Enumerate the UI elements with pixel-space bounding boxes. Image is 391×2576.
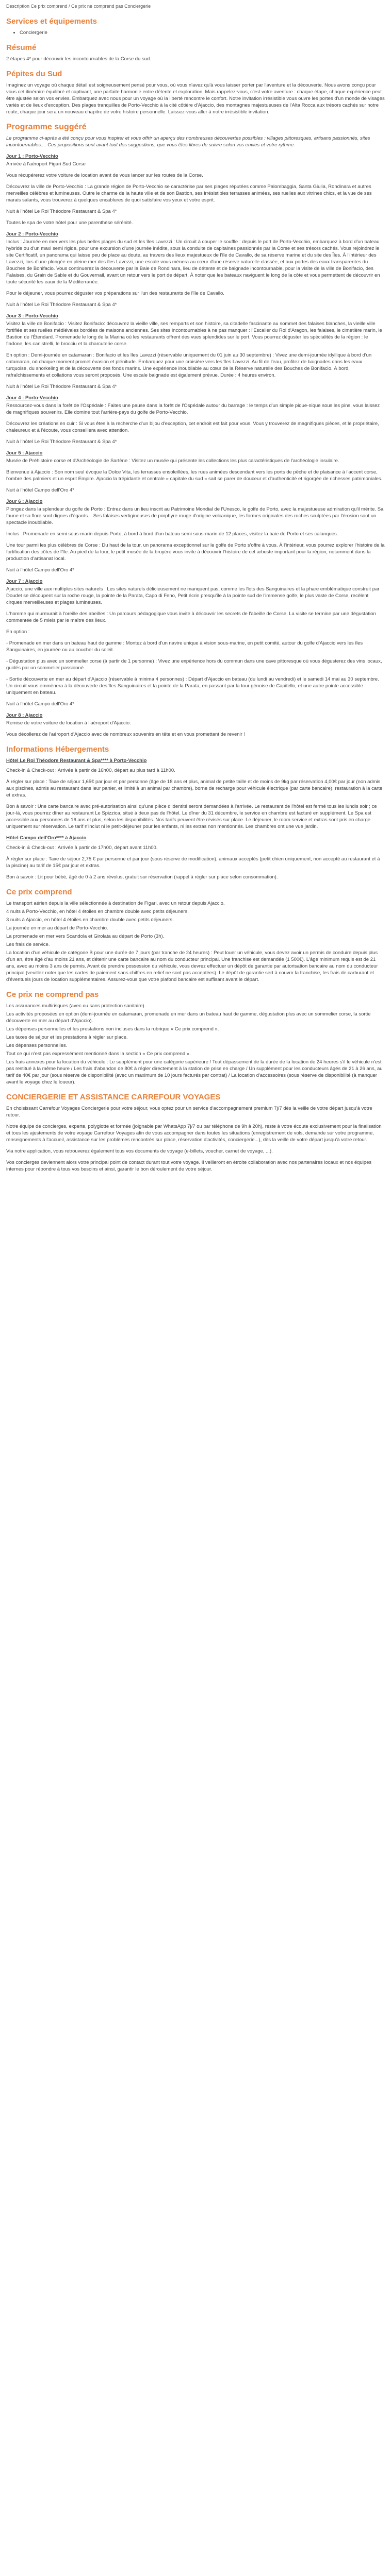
day-paragraph: Nuit à l'hôtel Le Roi Théodore Restaurant & Spa 4* (6, 384, 117, 389)
day-paragraph: Ressourcez-vous dans la forêt de l'Ospédale : Faites une pause dans la forêt de l'Ospédale autour du barrage : le temps d'un simple pique-nique sous les pins, vous laissez de magnifiques souvenirs. Elle domine tout l'arrière-pays du golfe de Porto-Vecchio. (6, 403, 380, 415)
day-paragraph: Nuit à l'hôtel Campo dell'Oro 4* (6, 487, 74, 493)
hotel-info-line: Bon à savoir : Une carte bancaire avec pré-autorisation ainsi qu'une pièce d'identité seront demandées à l'arrivée. Le restaurant de l'hôtel est fermé tous les lundis soir ; ce jour-là, vous pourrez dîner au restaurant Le Spizzica, situé à deux pas de l'hôtel. Le dîner du 31 décembre, le service en chambre est facturé en supplément. Le Spa est accessible aux personnes de 16 ans et plus, selon les disponibilités. Nos tarifs peuvent être révisés sur place. Le déjeuner, le room service et extras sont pris en charge uniquement sur réservation. Le tarif n'inclut ni le petit-déjeuner pour les enfants, ni les extras non mentionnés. Les chambres ont une vue jardin. (6, 804, 377, 829)
day-paragraph: Plongez dans la splendeur du golfe de Porto : Entrez dans un lieu inscrit au Patrimoine Mondial de l'Unesco, le golfe de Porto, avec la majestueuse admiration qu'il mérite. Sa faune et sa flore sont dignes d'égards... Ses falaises vertigineuses de porphyre rouge d'origine volcanique, les formes originales des roches sculptées par l'érosion sont un spectacle inoubliable. (6, 506, 384, 526)
comprend-item: La promenade en mer vers Scandola et Girolata au départ de Porto (3h). (6, 934, 165, 939)
page (0, 0, 391, 1173)
day-heading: Jour 6 : Ajaccio (6, 499, 43, 504)
ne-comprend-list (6, 1003, 385, 1086)
comprend-item: 4 nuits à Porto-Vecchio, en hôtel 4 étoiles en chambre double avec petits déjeuners. (6, 909, 189, 914)
resume-text: 2 étapes 4* pour découvrir les incontournables de la Corse du sud. (6, 56, 151, 62)
description-tabs-line: Description Ce prix comprend / Ce prix ne comprend pas Conciergerie (6, 4, 151, 9)
day-heading: Jour 2 : Porto-Vecchio (6, 231, 58, 237)
conciergerie-paragraph: En choisissant Carrefour Voyages Conciergerie pour votre séjour, vous optez pour un service d'accompagnement premium 7j/7 dès la veille de votre départ jusqu'à votre retour. (6, 1106, 372, 1118)
comprend-item: La location d'un véhicule de catégorie B pour une durée de 7 jours (par tranche de 24 heures) : Peut louer un véhicule, vous devez avoir un permis de conduire depuis plus d'un an, être âgé d'au moins 21 ans, et détenir une carte bancaire au nom du conducteur principal. Une franchise est demandée (1 500€). L'âge minimum requis est de 21 ans, avec au moins 3 ans de permis. Avant de prendre possession du véhicule, vous devrez effectuer un dépôt de garantie par autorisation bancaire au nom du conducteur principal (veuillez noter que les cartes de paiement sans chiffres en relief ne sont pas acceptées). Le dépôt de garantie sert à couvrir la franchise, les frais de carburant et d'éventuels jours de location supplémentaires. Assurez-vous que votre plafond bancaire est suffisant avant le départ. (6, 950, 378, 982)
comprend-item: La journée en mer au départ de Porto-Vecchio. (6, 925, 108, 931)
day-paragraph: Inclus : Journée en mer vers les plus belles plages du sud et les îles Lavezzi : Un circuit à couper le souffle : depuis le port de Porto-Vecchio, embarquez à bord d'un bateau hybride ou d'un maxi semi rigide, pour une excursion d'une journée inédite, sous la conduite de capitaines passionnés par la Corse et ses trésors cachés. Vous rejoindrez le site Certificatif, un panorama qui laisse peu de place au doute, au travers des lieux majestueux de l'île de Cavallo, de sa réserve marine et du site des Îles. À l'intérieur des Lavezzi, lors d'une plongée en pleine mer des îles Lavezzi, une escale vous mènera au cœur d'une réserve naturelle classée, et aux portes des eaux transparentes du Bouches de Bonifacio. Vous continuerez la découverte par la Baie de Rondinara, lieu de détente et de baignade incontournable, pour la visite de la ville de Bonifacio, des Falaises, du Grain de Sable et du Gouvernail, avant un retour vers le port de départ. À noter que les bateaux naviguent le long de la côte et vous permettent de découvrir en toute sécurité les eaux de la Méditerranée. (6, 239, 380, 285)
day-paragraph: Remise de votre voiture de location à l'aéroport d'Ajaccio. (6, 720, 131, 726)
conciergerie-paragraph: Vos concierges deviennent alors votre principal point de contact durant tout votre voyage. Il veilleront en étroite collaboration avec nos partenaires locaux et nos équipes internes pour répondre à tous vos besoins et ainsi, garantir le bon déroulement de votre séjour. (6, 1160, 372, 1172)
day-heading: Jour 8 : Ajaccio (6, 713, 43, 718)
itinerary-day (6, 712, 385, 738)
itinerary-day (6, 153, 385, 226)
day-paragraph: Nuit à l'hôtel Campo dell'Oro 4* (6, 701, 74, 707)
comprend-item: Les frais de service. (6, 942, 50, 947)
hotel-info-line: À régler sur place : Taxe de séjour 1,65€ par jour et par personne (âge de 18 ans et plus, animal de petite taille et de moins de 9kg par réservation 4,00€ par jour (non admis aux piscines, admis au restaurant dans leur panier, et limité à un animal par chambre), borne de recharge pour véhicule électrique (par carte bancaire), restauration à la carte et extras. (6, 779, 383, 798)
services-item: • Conciergerie (20, 29, 385, 36)
ne-comprend-item: Tout ce qui n'est pas expressément mentionné dans la section « Ce prix comprend ». (6, 1051, 191, 1057)
day-paragraph: Pour le déjeuner, vous pourrez déguster vos préparations sur l'un des restaurants de l'île de Cavallo. (6, 291, 224, 296)
day-paragraph: - Promenade en mer dans un bateau haut de gamme : Montez à bord d'un navire unique à vision sous-marine, en petit comité, autour du golfe d'Ajaccio vers les îles Sanguinaires, en journée ou au coucher du soleil. (6, 640, 363, 653)
day-paragraph: Visitez la ville de Bonifacio : Visitez Bonifacio: découvrez la vieille ville, ses remparts et son histoire, sa citadelle fascinante au sommet des falaises blanches, la vieille ville fortifiée et ses ruelles médiévales bordées de maisons anciennes. Ses sites incontournables à ne pas manquer : l'Escalier du Roi d'Aragon, les falaises, le cimetière marin, le Bastion de l'Étendard. Promenade le long de la Marina où les restaurants offrent des vues splendides sur le port. Vous pourrez déguster les spécialités de la région : le fiadone, les canistrelli, le brocciu et la charcuterie corse. (6, 321, 382, 347)
hebergement-title: Informations Hébergements (6, 745, 109, 754)
hotel-info-line: Bon à savoir : Lit pour bébé, âgé de 0 à 2 ans révolus, gratuit sur réservation (rappel à régler sur place selon consommation). (6, 874, 278, 880)
day-paragraph: - Dégustation plus avec un sommelier corse (à partir de 1 personne) : Vivez une expérience hors du commun dans une cave pittoresque où vous dégusterez des vins locaux, guidés par un sommelier passionné. (6, 658, 382, 671)
comprend-item: 3 nuits à Ajaccio, en hôtel 4 étoiles en chambre double avec petits déjeuners. (6, 917, 174, 923)
day-paragraph: Découvrez la ville de Porto-Vecchio : La grande région de Porto-Vecchio se caractérise par ses plages réputées comme Palombaggia, Santa Giulia, Rondinara et autres merveilles célèbres et lumineuses. Outre le charme de la haute ville et de son Bastion, ses irrésistibles terrasses animées, ses ruelles aux vitrines chics, et la vue de ses marais salants, vous trouverez à quelques encablures de quoi satisfaire vos yeux et votre esprit. (6, 184, 372, 203)
day-paragraph: Nuit à l'hôtel Le Roi Théodore Restaurant & Spa 4* (6, 209, 117, 214)
day-paragraph: Nuit à l'hôtel Le Roi Théodore Restaurant & Spa 4* (6, 302, 117, 308)
hotel-info-line: À régler sur place : Taxe de séjour 2,75 € par personne et par jour (sous réserve de modification), animaux acceptés (petit chien uniquement, non accepté au restaurant et à la piscine) au tarif de 15€ par jour et extras. (6, 856, 380, 869)
day-paragraph: - Sortie découverte en mer au départ d'Ajaccio (réservable à minima 4 personnes) : Départ d'Ajaccio en bateau (du lundi au vendredi) et le samedi 14 mai au 30 septembre. Un circuit vous emmènera à la découverte des îles Sanguinaires et la pointe de la Parata, en passant par la tour génoise de Capitello, et une autre pointe accessible uniquement en bateau. (6, 676, 379, 696)
comprend-item: Le transport aérien depuis la ville sélectionnée à destination de Figari, avec un retour depuis Ajaccio. (6, 901, 225, 906)
itinerary-day (6, 578, 385, 707)
day-paragraph: Arrivée à l'aéroport Figari Sud Corse (6, 161, 86, 167)
hotels-list (6, 757, 385, 880)
ne-comprend-item: Les assurances multirisques (avec ou sans protection sanitaire). (6, 1003, 146, 1009)
itinerary-day (6, 313, 385, 390)
conciergerie-paragraph: Via notre application, vous retrouverez également tous vos documents de voyage (e-billets, voucher, carnet de voyage, ...). (6, 1148, 273, 1154)
day-paragraph: Inclus : Promenade en semi sous-marin depuis Porto, à bord à bord d'un bateau semi sous-marin de 12 places, visitez la baie de Porto et ses calanques. (6, 531, 338, 537)
day-heading: Jour 1 : Porto-Vecchio (6, 154, 58, 159)
hotel-name: Hôtel Le Roi Théodore Restaurant & Spa**** à Porto-Vecchio (6, 758, 147, 764)
pepites-text: Imaginez un voyage où chaque détail est soigneusement pensé pour vous, où vous n'avez qu'à vous laisser porter par l'aventure et la découverte. Nous avons conçu pour vous cet itinéraire équilibré et captivant, une parfaite harmonie entre détente et exploration. Mais rappelez-vous, c'est votre aventure : chaque étape, chaque expérience peut être ajustée selon vos envies. Embarquez avec nous pour un voyage où la liberté rencontre le confort. Notre invitation irrésistible vous ouvre les portes d'un monde de visages variés et de lieux d'exception. Des plages tranquilles de Porto-Vecchio à la cité côtière d'Ajaccio, des montagnes majestueuses de l'Alta Rocca aux trésors cachés sur notre route, chaque jour sera un nouveau chapitre de votre histoire personnelle. Laissez-vous aller à notre irrésistible invitation. (6, 82, 385, 115)
day-heading: Jour 4 : Porto-Vecchio (6, 395, 58, 401)
services-list (6, 29, 385, 36)
ne-comprend-item: Les activités proposées en option (demi-journée en catamaran, promenade en mer dans un bateau haut de gamme, dégustation plus avec un sommelier corse, la sortie découverte en mer au départ d'Ajaccio). (6, 1011, 371, 1024)
ne-comprend-item: Les dépenses personnelles. (6, 1043, 68, 1048)
programme-days (6, 153, 385, 738)
itinerary-day (6, 231, 385, 308)
conciergerie-paragraph: Notre équipe de concierges, experte, polyglotte et formée (joignable par WhatsApp 7j/7 ou par téléphone de 9h à 20h), reste à votre écoute exclusivement pour la finalisation et tous les ajustements de votre voyage Carrefour Voyages afin de vous accompagner dans toutes les situations (enregistrement de vols, demande sur votre programme, renseignements à l'accueil, assistance sur les problèmes rencontrés sur place, réservation d'activités, conciergerie...), dès la veille de votre départ jusqu'à votre retour. (6, 1124, 382, 1143)
day-paragraph: Vous récupérerez votre voiture de location avant de vous lancer sur les routes de la Corse. (6, 173, 203, 178)
day-paragraph: Une tour parmi les plus célèbres de Corse : Du haut de la tour, un panorama exceptionnel sur le golfe de Porto s'offre à vous. À l'intérieur, vous pourrez explorer l'histoire de la fortification des côtes de l'île. Au pied de la tour, le petit musée de la bruyère vous invite à découvrir l'histoire de cet arbuste important pour la région, notamment dans la production d'artisanat local. (6, 543, 385, 562)
ne-comprend-item: Les dépenses personnelles et les prestations non incluses dans la rubrique « Ce prix comprend ». (6, 1026, 219, 1032)
day-paragraph: Nuit à l'hôtel Le Roi Théodore Restaurant & Spa 4* (6, 439, 117, 445)
day-paragraph: Musée de Préhistoire corse et d'Archéologie de Sartène : Visitez un musée qui présente les collections les plus caractéristiques de l'archéologie insulaire. (6, 458, 339, 464)
day-heading: Jour 3 : Porto-Vecchio (6, 313, 58, 319)
day-paragraph: En option : (6, 629, 30, 635)
conciergerie-text (6, 1105, 385, 1173)
day-heading: Jour 7 : Ajaccio (6, 579, 43, 584)
pepites-title: Pépites du Sud (6, 70, 62, 78)
day-paragraph: L'homme qui murmurait à l'oreille des abeilles : Un parcours pédagogique vous invite à découvrir les secrets de l'abeille de Corse. La visite se termine par une dégustation commentée de 5 miels par le maître des lieux. (6, 611, 376, 623)
day-paragraph: Bienvenue à Ajaccio : Son nom seul évoque la Dolce Vita, les terrasses ensoleillées, les rues animées descendant vers les ports de pêche et de plaisance à l'accent corse, l'ombre des palmiers et un esprit Empire. Ajaccio la trépidante et centrale « capitale du sud » sait se parer de douceur et d'authenticité et rigorgée de richesses patrimoniales. (6, 469, 383, 482)
hotel-info-line: Check-in & Check-out : Arrivée à partir de 16h00, départ au plus tard à 11h00. (6, 768, 175, 773)
resume-title: Résumé (6, 43, 37, 52)
services-title: Services et équipements (6, 17, 97, 26)
day-paragraph: Toutes le spa de votre hôtel pour une parenthèse sérénité. (6, 220, 133, 226)
programme-intro: Le programme ci-après a été conçu pour vous inspirer et vous offrir un aperçu des nombreuses découvertes possibles : villages pittoresques, artisans passionnés, sites incontournables.... Ces propositions sont avant tout des suggestions, que vous êtes libres de suivre selon vos envies et votre rythme. (6, 135, 370, 148)
itinerary-day (6, 498, 385, 573)
day-paragraph: En option : Demi-journée en catamaran : Bonifacio et les îles Lavezzi (réservable uniquement du 01 juin au 30 septembre) : Vivez une demi-journée idyllique à bord d'un catamaran, où chaque moment promet évasion et plénitude. Embarquez pour une croisière vers les îles Lavezzi. Au fil de l'eau, profitez de baignades dans les eaux turquoise, du snorkeling et de la découverte des fonds marins. Une expérience inoubliable au cœur de la Réserve naturelle des Bouches de Bonifacio. À bord, rafraîchissements et collations vous seront proposés. Une escale baignade est également prévue. Durée : 4 heures environ. (6, 352, 372, 378)
ne-comprend-title: Ce prix ne comprend pas (6, 990, 99, 999)
ne-comprend-item: Les taxes de séjour et les prestations à régler sur place. (6, 1035, 128, 1040)
day-paragraph: Ajaccio, une ville aux multiples sites naturels : Les sites naturels délicieusement ne manquent pas, comme les îlots des Sanguinaires et la phare emblématique construit par Doudet se découpent sur la roche rouge, la pointe de la Parata, Capo di Feno, Petit écrin presqu'île à la pointe sud de l'immense golfe, le plus vaste de Corse, recèlent cirques merveilleuses et plages lumineuses. (6, 586, 380, 605)
conciergerie-title: CONCIERGERIE ET ASSISTANCE CARREFOUR VOYAGES (6, 1093, 221, 1101)
day-paragraph: Découvrez les créations en cuir : Si vous êtes à la recherche d'un bijou d'exception, cet endroit est fait pour vous. Vous y trouverez de magnifiques pièces, et le propriétaire, chaleureux et à l'écoute, vous conseillera avec attention. (6, 421, 379, 433)
itinerary-day (6, 395, 385, 445)
day-heading: Jour 5 : Ajaccio (6, 450, 43, 456)
comprend-title: Ce prix comprend (6, 888, 72, 896)
itinerary-day (6, 450, 385, 494)
ne-comprend-item: Les frais annexes pour la location du véhicule : Le supplément pour une catégorie supérieure / Tout dépassement de la durée de la location de 24 heures s'il le véhicule n'est pas restitué à la même heure / Les frais d'abandon de 80€ à régler directement à la station de prise en charge / Un supplément pour les conducteurs âgés de 21 à 26 ans, au tarif de 40€ par jour (sous réserve de disponibilité (avec un maximum de 10 jours facturés par contrat) / La location d'accessoires (sous réserve de disponibilité (à manquer avant le voyage chez le loueur). (6, 1059, 383, 1085)
comprend-list (6, 900, 385, 983)
day-paragraph: Vous décollerez de l'aéroport d'Ajaccio avec de nombreux souvenirs en tête et en vous promettant de revenir ! (6, 732, 246, 737)
day-paragraph: Nuit à l'hôtel Campo dell'Oro 4* (6, 567, 74, 573)
hotel-info-line: Check-in & Check-out : Arrivée à partir de 17h00, départ avant 11h00. (6, 845, 158, 851)
programme-title: Programme suggéré (6, 123, 87, 131)
hotel-name: Hôtel Campo dell'Oro**** à Ajaccio (6, 835, 87, 841)
